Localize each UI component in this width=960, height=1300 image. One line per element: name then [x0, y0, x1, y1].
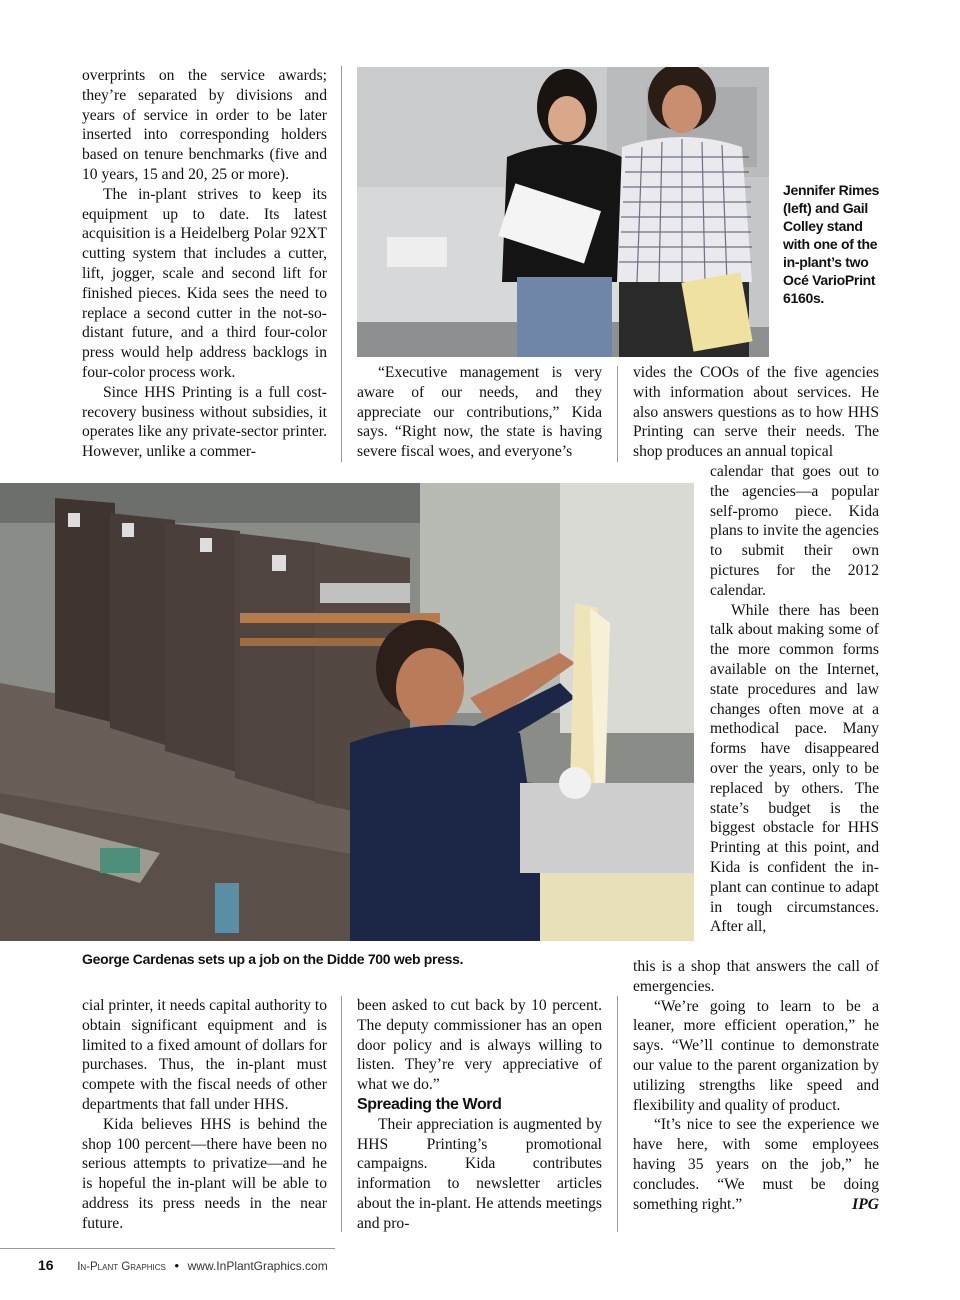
page-number: 16 [38, 1257, 54, 1273]
caption-press-photo: George Cardenas sets up a job on the Didde 700 web press. [82, 951, 464, 967]
magazine-name: In-Plant Graphics [77, 1261, 166, 1273]
column-rule [617, 996, 618, 1232]
column-rule [341, 66, 342, 462]
photo-rimes-colley-image [357, 67, 769, 357]
paragraph: calendar that goes out to the agencies—a popular self-promo piece. Kida plans to invite the agencies to submit their own pictures for the 2012 calendar. [710, 463, 879, 599]
article-column-2-bottom [357, 996, 602, 1234]
photo-rimes-colley [357, 67, 769, 357]
article-column-1-top [82, 66, 327, 462]
paragraph: been asked to cut back by 10 percent. The deputy commissioner has an open door policy and is always willing to listen. They’re very appreciative of what we do.” [357, 997, 602, 1094]
footer-url: www.InPlantGraphics.com [187, 1259, 328, 1273]
column-rule [617, 366, 618, 462]
caption-top-photo: Jennifer Rimes (left) and Gail Colley stand with one of the in-plant’s two Océ VarioPrint 6160s. [783, 182, 880, 306]
photo-didde-press [0, 483, 694, 941]
paragraph: “Executive management is very aware of our needs, and they appreciate our contributions,” Kida says. “Right now, the state is having severe fiscal woes, and everyone’s [357, 364, 602, 461]
article-column-2-top [357, 363, 602, 462]
paragraph: While there has been talk about making some of the more common forms available on the Internet, state procedures and law changes often move at a methodical pace. Many forms have disappeared over the years, only to be replaced by others. The state’s budget is the biggest obstacle for HHS Printing at this point, and Kida is confident the in-plant can continue to adapt in tough circumstances. After all, [710, 601, 879, 936]
subhead-spreading-the-word: Spreading the Word [357, 1095, 502, 1113]
article-column-3-bottom [633, 957, 879, 1214]
photo-didde-press-image [0, 483, 694, 941]
paragraph: this is a shop that answers the call of emergencies. [633, 958, 879, 995]
footer-separator: • [174, 1258, 180, 1273]
paragraph: cial printer, it needs capital authority to obtain significant equipment and is limited to a fixed amount of dollars for purchases. Thus, the in-plant must compete with the fiscal needs of other departments that fall under HHS. [82, 997, 327, 1113]
paragraph: Kida believes HHS is behind the shop 100 percent—there have been no serious attempts to privatize—and he is hopeful the in-plant will be able to address its press needs in the near future. [82, 1115, 327, 1232]
paragraph [633, 1115, 879, 1214]
paragraph: The in-plant strives to keep its equipment up to date. Its latest acquisition is a Heidelberg Polar 92XT cutting system that includes a cutter, lift, jogger, scale and second lift for finished pieces. Kida sees the need to replace a second cutter in the not-so-distant future, and a third four-color press would help address backlogs in four-color process work. [82, 185, 327, 381]
column-rule [341, 996, 342, 1232]
paragraph: overprints on the service awards; they’re separated by divisions and years of service in order to be later inserted into corresponding holders based on tenure benchmarks (five and 10 years, 15 and 20, 25 or more). [82, 67, 327, 183]
article-column-3-middle [710, 462, 879, 937]
paragraph: vides the COOs of the five agencies with information about services. He also answers questions as to how HHS Printing can serve their needs. The shop produces an annual topical [633, 364, 879, 461]
page-footer [0, 1248, 335, 1273]
article-column-3-top [633, 363, 879, 462]
paragraph-text: “It’s nice to see the experience we have here, with some employees having 35 years on the job,” he concludes. “We must be doing something right.” [633, 1116, 879, 1213]
paragraph: “We’re going to learn to be a leaner, more efficient operation,” he says. “We’ll continue to demonstrate our value to the parent organization by utilizing strengths like speed and flexibility and quality of product. [633, 997, 879, 1114]
paragraph: Since HHS Printing is a full cost-recovery business without subsidies, it operates like any private-sector printer. However, unlike a commer- [82, 383, 327, 461]
paragraph: Their appreciation is augmented by HHS Printing’s promotional campaigns. Kida contributes information to newsletter articles about the in-plant. He attends meetings and pro- [357, 1115, 602, 1232]
article-column-1-bottom [82, 996, 327, 1234]
signature-ipg: IPG [852, 1195, 879, 1213]
